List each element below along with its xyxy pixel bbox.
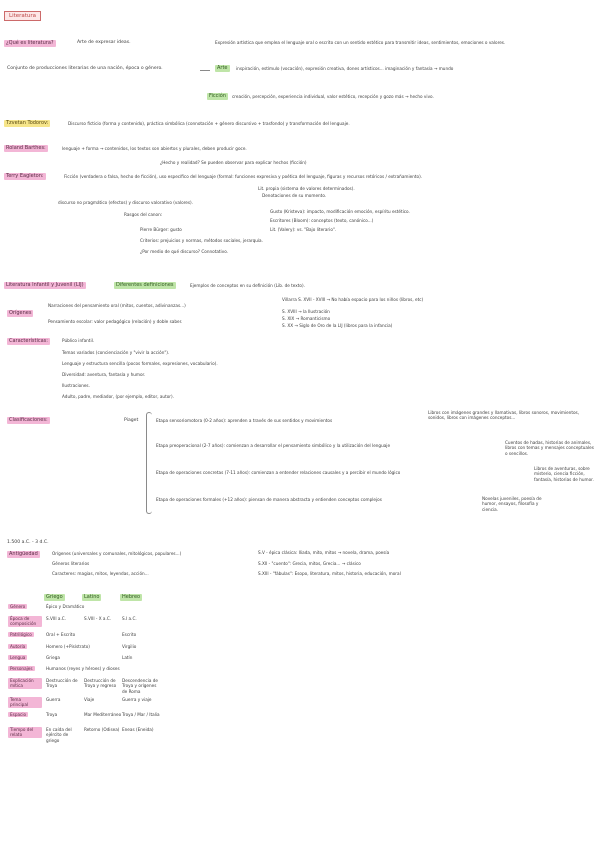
row-label: Autoría (10, 644, 26, 649)
ficcion-text: creación, percepción, experiencia individual, valor estético, recepción y gozo más → hecho vivo. (232, 94, 434, 99)
table-cell: Escrito (122, 632, 137, 637)
table-cell: Virgilio (122, 644, 137, 649)
stage-item: Etapa sensoriomotora (0-2 años): aprenden a través de sus sentidos y movimientos (156, 418, 333, 423)
row-label: Espacio (10, 712, 27, 717)
ficcion-label: Ficción (209, 93, 227, 99)
table-cell: Destrucción de Troya y regreso (84, 678, 117, 689)
eagleton-top: ¿Hecho y realidad? Se pueden observar para explicar hechos (ficción) (160, 160, 307, 165)
stage-right: Cuentos de hadas, historias de animales, libros con temas y mensajes conceptuales o sencillos. (505, 440, 594, 456)
arte-text: inspiración, estímulo (vocación), expresión creativa, dones artísticos... imaginación y fantasía → mundo (236, 66, 454, 71)
antiguedad-item: Caracteres: magias, mitos, leyendas, acción... (52, 571, 149, 576)
table-cell: Épico y Dramático (46, 604, 85, 609)
todorov-text: Discurso ficticio (forma y contenido), práctica simbólica (connotación + género discursivo + trasfondo) y transformación del lenguaje. (68, 121, 350, 126)
piaget-label: Piaget (124, 418, 139, 423)
eagleton-label: Terry Eagleton: (6, 173, 44, 179)
caracteristicas-label: Características: (9, 338, 48, 344)
table-cell: Latín (122, 655, 133, 660)
historia-item: S. XIX → Romanticismo (282, 316, 331, 321)
row-label: Explicación mítica (8, 678, 42, 689)
origenes-label: Orígenes (9, 310, 32, 316)
table-cell: S.VIII - X a.C. (84, 616, 112, 621)
table-cell: En caída del ejército de griego (46, 727, 72, 743)
table-cell: S.VIII a.C. (46, 616, 67, 621)
antiguedad-item: Géneros literarios (52, 561, 90, 566)
row-label: Tiempo del relato (8, 727, 42, 738)
todorov-label: Tzvetan Todorov: (6, 120, 49, 126)
col-header: Latino (84, 594, 100, 600)
table-cell: Guerra (46, 697, 61, 702)
eagleton-text: Ficción (verdadera o falsa, hecho de ficción), uso específico del lenguaje (formal: funciones expresiva y poética del lenguaje, figuras y recursos retóricos / extrañamiento). (64, 174, 423, 179)
origenes-item: Pensamiento escolar: valor pedagógico (relación) y doble saber. (48, 319, 183, 324)
lit-propia-2: Denotaciones de su momento. (262, 193, 327, 198)
row-label: Patrilógico (10, 632, 32, 637)
question-label: ¿Qué es literatura? (6, 40, 54, 46)
table-cell: Viaje (84, 697, 95, 702)
row-label: Personajes (10, 666, 33, 671)
question-right-text: Expresión artística que emplea el lenguaje oral o escrito con un sentido estético para transmitir ideas, sentimientos, emociones o valores. (215, 40, 506, 45)
caract-item: Público infantil. (62, 338, 95, 343)
stage-right: Libros de aventuras, sobre misterio, ciencia ficción, fantasía, historias de humor. (534, 466, 594, 482)
definiciones-text: Ejemplos de conceptos en su definición (Lib. de texto). (190, 283, 305, 288)
barthes-label: Roland Barthes: (6, 145, 46, 151)
row-label: Época de composición (8, 616, 42, 627)
caract-item: Diversidad: aventura, fantasía y humor. (62, 372, 146, 377)
col-header: Hebreo (122, 594, 141, 600)
table-cell: Destrucción de Troya (46, 678, 78, 689)
rasgos-item: Pierre Bürger: gusto (140, 227, 182, 232)
table-cell: Oral + Escrito (46, 632, 76, 637)
rasgos-label: Rasgos del canon: (124, 212, 163, 217)
caract-item: Adulto, padre, mediador, (por ejemplo, editor, autor). (62, 394, 174, 399)
right-item: Gusto (Kristeva): impacto, modificación emoción, espíritu estético. (270, 209, 410, 214)
caract-item: Temas variados (concienciación y "vivir la acción"). (62, 350, 170, 355)
row-label: Tema principal (8, 697, 42, 708)
table-cell: Troya (46, 712, 58, 717)
definition-left: Conjunto de producciones literarias de una nación, época o género. (7, 66, 163, 71)
table-cell: Troya / Mar / Italia (122, 712, 160, 717)
date-range: 1.500 a.C. - 3 d.C. (7, 540, 49, 545)
col-header: Griego (46, 594, 63, 600)
origenes-item: Narraciones del pensamiento oral (mitos, cuentos, adivinanzas...) (48, 303, 186, 308)
table-cell: S.I a.C. (122, 616, 137, 621)
definiciones-label: Diferentes definiciones (116, 282, 174, 288)
historia-item: S. XVIII → la Ilustración (282, 309, 330, 314)
arte-label: Arte (217, 65, 228, 71)
antiguedad-right: S.XII - "cuento": Grecia, mitos, Grecia... → clásico (258, 561, 361, 566)
right-item: Escritores (Bloom): conceptos (texto, canónico...) (270, 218, 374, 223)
stage-item: Etapa preoperacional (2-7 años): comienzan a desarrollar el pensamiento simbólico y la utilización del lenguaje (156, 443, 391, 448)
stage-right: Libros con imágenes grandes y llamativas, libros sonoros, movimientos, sonidos, libros con imágenes conceptos... (428, 410, 580, 421)
table-cell: Guerra y viaje (122, 697, 152, 702)
row-label: Lengua (10, 655, 26, 660)
discurso-no-pragmatico: discurso no pragmático (efectos) y discurso valorativo (valores). (58, 200, 194, 205)
lij-label: Literatura Infantil y Juvenil (LIJ) (6, 282, 84, 288)
rasgos-item: ¿Por medio de qué discurso? Connotativo. (140, 249, 229, 254)
table-cell: Descendencia de Troya y orígenes de Roma (122, 678, 159, 694)
historia-item: S. XX → Siglo de Oro de la LIJ (libros para la infancia) (282, 323, 393, 328)
stage-item: Etapa de operaciones concretas (7-11 años): comienzan a entender relaciones causales y a percibir el mundo lógico (156, 470, 401, 475)
table-cell: Mar Mediterráneo (84, 712, 122, 717)
right-item: Lit. (Valery): vs. "Bajo literario". (270, 227, 337, 232)
table-cell: Homero (+Pisístrato) (46, 644, 90, 649)
stage-item: Etapa de operaciones formales (+12 años): piensan de manera abstracta y entienden conceptos complejos (156, 497, 382, 502)
antiguedad-right: S.XIII - "fábulas": Esopo, literatura, mitos, historia, educación, moral (258, 571, 401, 576)
caract-item: Ilustraciones. (62, 383, 90, 388)
question-text: Arte de expresar ideas. (77, 40, 131, 45)
row-label: Género (10, 604, 26, 609)
historia-item: Villarra S. XVII - XVIII → No había espacio para los niños (libros, etc) (282, 297, 424, 302)
barthes-text: lenguaje + forma → contenidos, los textos son abiertos y plurales, deben producir goce. (62, 146, 247, 151)
table-cell: Humanos (reyes y héroes) y dioses (46, 666, 120, 671)
caract-item: Lenguaje y estructura sencilla (pocos formales, expresiones, vocabulario). (62, 361, 218, 366)
antiguedad-right: S.V - épica clásica: Iliada, mito, mitos → novela, drama, poesía (258, 550, 390, 555)
rasgos-item: Criterios: prejuicios y normas, métodos sociales, jerarquía. (140, 238, 263, 243)
antiguedad-label: Antigüedad (9, 551, 38, 557)
clasificaciones-label: Clasificaciones: (9, 417, 48, 423)
stage-right: Novelas juveniles, poesía de humor, ensayos, filosofía y ciencia. (482, 496, 542, 512)
table-cell: Griega (46, 655, 60, 660)
table-cell: Eneas (Eneida) (122, 727, 154, 732)
lit-propia: Lit. propia (sistema de valores determinados). (258, 186, 355, 191)
antiguedad-item: Orígenes (universales y comunales, mitológicos, populares...) (52, 551, 182, 556)
page-title: Literatura (4, 11, 41, 21)
table-cell: Retorno (Odisea) (84, 727, 120, 732)
